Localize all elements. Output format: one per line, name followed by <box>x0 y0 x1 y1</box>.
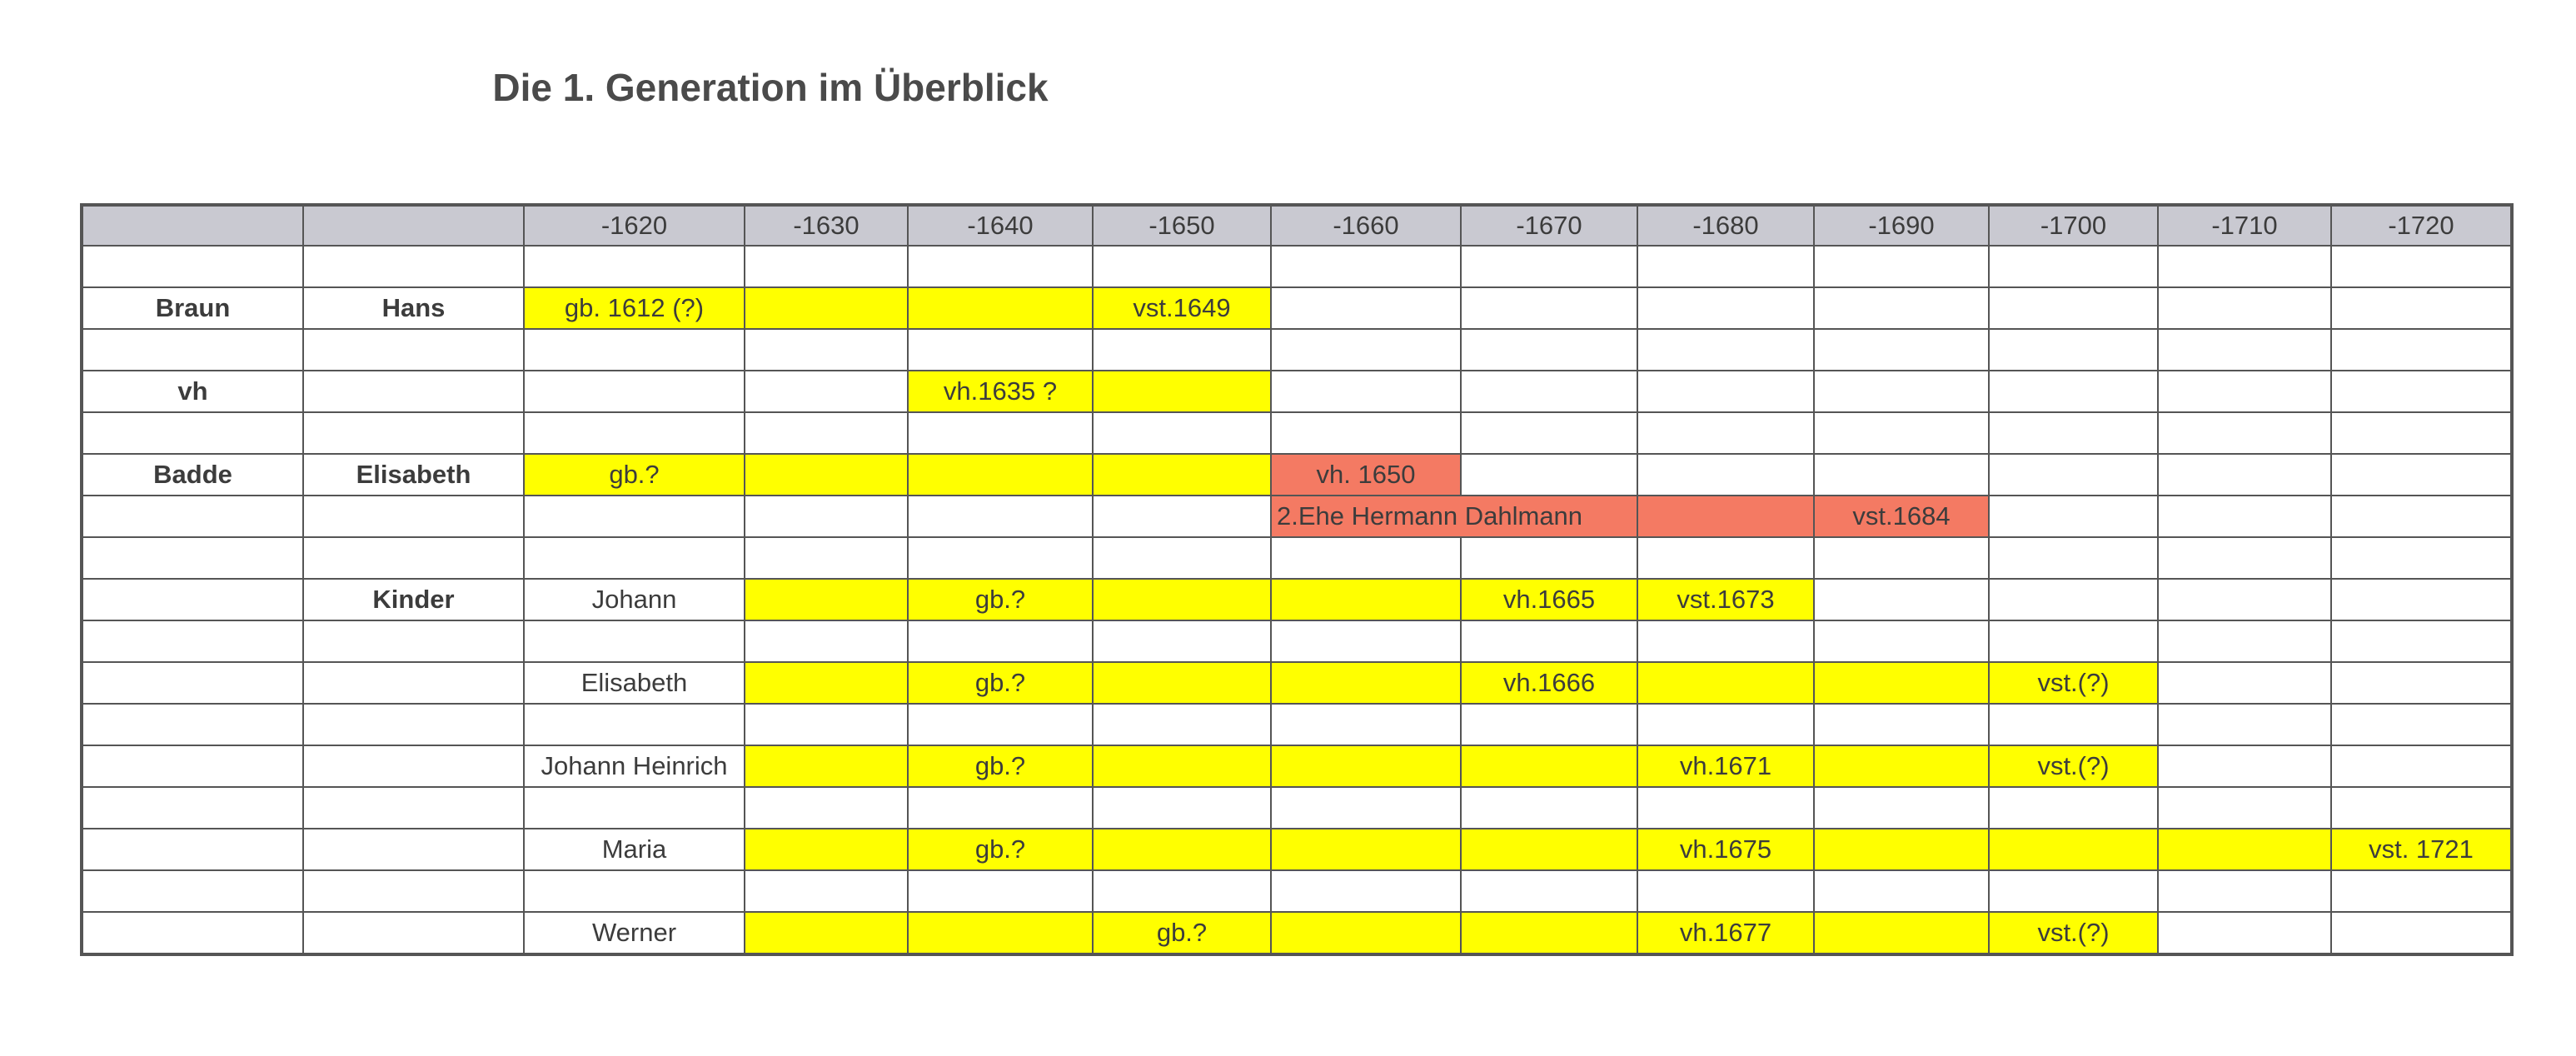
table-cell <box>1271 620 1461 662</box>
table-cell: vst.1649 <box>1093 287 1271 329</box>
table-cell <box>1989 496 2158 537</box>
table-cell: vh <box>82 371 303 412</box>
table-cell <box>1461 454 1637 496</box>
table-row <box>82 371 2512 412</box>
table-cell <box>1093 745 1271 787</box>
table-cell <box>82 745 303 787</box>
table-cell: vst.1684 <box>1814 496 1989 537</box>
table-cell <box>1637 287 1814 329</box>
table-cell <box>82 704 303 745</box>
table-cell <box>1814 745 1989 787</box>
table-cell <box>1989 454 2158 496</box>
table-cell <box>2331 579 2512 620</box>
table-cell <box>1093 412 1271 454</box>
table-cell <box>1271 329 1461 371</box>
table-cell <box>82 662 303 704</box>
table-cell: Kinder <box>303 579 524 620</box>
table-cell <box>82 829 303 870</box>
header-cell: -1680 <box>1637 205 1814 246</box>
table-cell <box>1093 870 1271 912</box>
table-cell <box>1271 579 1461 620</box>
table-cell <box>1814 787 1989 829</box>
table-cell <box>2331 454 2512 496</box>
table-cell <box>1461 704 1637 745</box>
table-cell <box>82 412 303 454</box>
table-row <box>82 787 2512 829</box>
table-cell <box>745 537 908 579</box>
table-cell <box>2158 329 2331 371</box>
table-cell <box>2158 870 2331 912</box>
table-cell <box>1814 912 1989 954</box>
table-cell <box>1989 371 2158 412</box>
table-cell <box>1271 246 1461 287</box>
header-cell: -1620 <box>524 205 745 246</box>
table-cell <box>82 870 303 912</box>
table-cell <box>745 787 908 829</box>
table-cell <box>1093 496 1271 537</box>
table-cell <box>908 496 1093 537</box>
table-cell <box>908 287 1093 329</box>
table-cell <box>1814 329 1989 371</box>
table-cell <box>908 787 1093 829</box>
table-cell <box>908 329 1093 371</box>
table-cell <box>1989 704 2158 745</box>
table-cell: gb. 1612 (?) <box>524 287 745 329</box>
table-cell: vst.(?) <box>1989 745 2158 787</box>
table-cell <box>303 662 524 704</box>
table-cell <box>524 620 745 662</box>
table-cell <box>303 329 524 371</box>
table-cell <box>82 787 303 829</box>
table-row <box>82 662 2512 704</box>
table-cell <box>1461 787 1637 829</box>
header-row <box>82 205 2512 246</box>
table-cell <box>2158 662 2331 704</box>
table-cell <box>1093 371 1271 412</box>
table-cell <box>2331 371 2512 412</box>
table-cell <box>524 496 745 537</box>
table-cell: gb.? <box>908 662 1093 704</box>
table-cell: Johann <box>524 579 745 620</box>
table-cell <box>1271 829 1461 870</box>
table-cell <box>303 496 524 537</box>
table-cell: vh.1666 <box>1461 662 1637 704</box>
table-cell <box>1271 537 1461 579</box>
table-cell: Maria <box>524 829 745 870</box>
table-cell <box>1989 329 2158 371</box>
header-cell: -1690 <box>1814 205 1989 246</box>
table-cell <box>1637 787 1814 829</box>
table-cell <box>1093 246 1271 287</box>
table-cell <box>303 745 524 787</box>
table-cell <box>2158 412 2331 454</box>
table-cell <box>2158 912 2331 954</box>
table-row <box>82 496 2512 537</box>
table-cell <box>1637 496 1814 537</box>
table-cell <box>303 787 524 829</box>
table-cell <box>2331 912 2512 954</box>
table-cell <box>2158 787 2331 829</box>
table-row <box>82 246 2512 287</box>
table-cell <box>1814 870 1989 912</box>
table-cell <box>2331 787 2512 829</box>
table-cell <box>745 246 908 287</box>
table-cell: vh.1675 <box>1637 829 1814 870</box>
table-cell <box>1461 537 1637 579</box>
table-cell <box>1093 579 1271 620</box>
table-cell <box>1814 371 1989 412</box>
table-row <box>82 287 2512 329</box>
table-cell <box>1989 246 2158 287</box>
table-cell <box>303 912 524 954</box>
table-cell: Werner <box>524 912 745 954</box>
table-cell <box>1461 412 1637 454</box>
table-cell <box>2331 620 2512 662</box>
table-cell <box>1637 371 1814 412</box>
table-cell <box>745 371 908 412</box>
table-cell <box>2331 704 2512 745</box>
table-cell <box>1637 620 1814 662</box>
table-cell <box>745 287 908 329</box>
table-cell <box>1271 287 1461 329</box>
table-cell <box>2331 745 2512 787</box>
table-cell <box>1814 246 1989 287</box>
table-cell <box>745 412 908 454</box>
table-cell: vst.1673 <box>1637 579 1814 620</box>
table-cell <box>2331 496 2512 537</box>
table-row <box>82 537 2512 579</box>
table-cell: vh.1635 ? <box>908 371 1093 412</box>
table-cell <box>1093 537 1271 579</box>
table-cell: gb.? <box>908 579 1093 620</box>
table-cell: gb.? <box>1093 912 1271 954</box>
table-cell <box>303 620 524 662</box>
table-cell <box>82 496 303 537</box>
table-cell <box>1271 371 1461 412</box>
table-cell <box>1814 537 1989 579</box>
header-cell: -1640 <box>908 205 1093 246</box>
table-cell <box>908 454 1093 496</box>
table-cell <box>1461 829 1637 870</box>
table-cell: vh.1671 <box>1637 745 1814 787</box>
table-cell <box>2158 496 2331 537</box>
table-row <box>82 454 2512 496</box>
table-cell <box>2331 246 2512 287</box>
table-cell <box>1461 912 1637 954</box>
table-cell <box>524 537 745 579</box>
table-cell <box>303 537 524 579</box>
header-cell: -1630 <box>745 205 908 246</box>
table-cell <box>1814 454 1989 496</box>
table-cell <box>1461 329 1637 371</box>
table-cell <box>2331 329 2512 371</box>
table-cell <box>1989 537 2158 579</box>
table-cell <box>1637 704 1814 745</box>
table-cell <box>1637 537 1814 579</box>
table-cell <box>2158 829 2331 870</box>
table-cell <box>908 246 1093 287</box>
table-cell: Hans <box>303 287 524 329</box>
table-cell <box>2158 287 2331 329</box>
table-cell: Badde <box>82 454 303 496</box>
table-cell <box>1989 287 2158 329</box>
header-cell: -1720 <box>2331 205 2512 246</box>
table-cell <box>1989 787 2158 829</box>
table-cell <box>2331 287 2512 329</box>
table-cell <box>1271 745 1461 787</box>
table-cell <box>1461 870 1637 912</box>
table-cell <box>1271 662 1461 704</box>
table-cell: 2.Ehe Hermann Dahlmann <box>1271 496 1637 537</box>
table-cell <box>1093 329 1271 371</box>
page-title: Die 1. Generation im Überblick <box>492 66 1049 109</box>
table-cell <box>745 704 908 745</box>
table-cell <box>908 412 1093 454</box>
table-row <box>82 704 2512 745</box>
table-cell <box>1989 412 2158 454</box>
table-cell <box>524 412 745 454</box>
table-cell <box>745 662 908 704</box>
table-cell <box>2158 537 2331 579</box>
table-cell <box>908 870 1093 912</box>
table-cell: vh.1665 <box>1461 579 1637 620</box>
table-cell <box>2158 454 2331 496</box>
table-cell <box>1271 412 1461 454</box>
header-cell: -1670 <box>1461 205 1637 246</box>
table-cell <box>1637 412 1814 454</box>
table-cell <box>1271 704 1461 745</box>
table-cell <box>1814 704 1989 745</box>
table-body <box>82 205 2512 954</box>
table-cell: gb.? <box>908 745 1093 787</box>
table-cell <box>1093 829 1271 870</box>
table-cell <box>745 579 908 620</box>
table-cell <box>745 745 908 787</box>
table-cell: Braun <box>82 287 303 329</box>
header-cell: -1700 <box>1989 205 2158 246</box>
table-cell <box>1461 246 1637 287</box>
header-cell <box>82 205 303 246</box>
table-cell <box>1093 620 1271 662</box>
table-cell <box>1989 620 2158 662</box>
header-cell: -1650 <box>1093 205 1271 246</box>
table-cell <box>2331 870 2512 912</box>
table-cell <box>2158 745 2331 787</box>
table-cell <box>1461 287 1637 329</box>
table-cell <box>82 579 303 620</box>
table-cell: vst.(?) <box>1989 662 2158 704</box>
table-cell <box>1637 246 1814 287</box>
table-cell <box>1814 829 1989 870</box>
table-cell <box>1461 371 1637 412</box>
header-cell: -1710 <box>2158 205 2331 246</box>
table-row <box>82 745 2512 787</box>
generation-table <box>80 203 2514 956</box>
table-cell <box>82 537 303 579</box>
table-cell <box>1093 704 1271 745</box>
table-cell <box>1093 454 1271 496</box>
table-cell: gb.? <box>908 829 1093 870</box>
table-cell <box>82 620 303 662</box>
table-cell <box>1093 787 1271 829</box>
table-cell <box>303 870 524 912</box>
table-cell <box>2158 704 2331 745</box>
table-cell <box>524 329 745 371</box>
table-cell: gb.? <box>524 454 745 496</box>
table-cell <box>745 829 908 870</box>
table-cell <box>908 620 1093 662</box>
table-cell <box>1271 787 1461 829</box>
table-cell <box>303 704 524 745</box>
header-cell: -1660 <box>1271 205 1461 246</box>
table-cell <box>82 912 303 954</box>
table-cell <box>303 371 524 412</box>
table-cell <box>1637 870 1814 912</box>
table-cell: vh.1677 <box>1637 912 1814 954</box>
table-cell <box>908 704 1093 745</box>
table-row <box>82 870 2512 912</box>
table-cell <box>524 870 745 912</box>
table-cell <box>1814 287 1989 329</box>
table-cell <box>745 912 908 954</box>
table-cell <box>2331 537 2512 579</box>
table-cell <box>1814 579 1989 620</box>
table-cell <box>908 537 1093 579</box>
table-cell <box>1637 329 1814 371</box>
table-cell <box>745 329 908 371</box>
table-cell <box>1989 579 2158 620</box>
table-cell <box>1637 662 1814 704</box>
table-cell <box>745 620 908 662</box>
table-cell <box>1814 412 1989 454</box>
table-cell <box>82 329 303 371</box>
table-cell <box>524 704 745 745</box>
table-cell <box>908 912 1093 954</box>
header-cell <box>303 205 524 246</box>
table-cell <box>303 246 524 287</box>
table-cell <box>2331 662 2512 704</box>
table-row <box>82 829 2512 870</box>
table-cell: vst.(?) <box>1989 912 2158 954</box>
table-cell <box>2158 620 2331 662</box>
table-cell <box>745 496 908 537</box>
table-cell <box>303 829 524 870</box>
table-row <box>82 412 2512 454</box>
table-cell <box>303 412 524 454</box>
table-row <box>82 620 2512 662</box>
table-cell <box>745 870 908 912</box>
table-cell <box>524 371 745 412</box>
table-row <box>82 579 2512 620</box>
table-cell <box>1989 870 2158 912</box>
table-cell <box>82 246 303 287</box>
table-cell <box>1271 870 1461 912</box>
table-cell <box>2331 412 2512 454</box>
table-cell <box>1461 620 1637 662</box>
table-cell <box>1271 912 1461 954</box>
table-cell: Elisabeth <box>303 454 524 496</box>
table-cell <box>2158 246 2331 287</box>
table-cell: vh. 1650 <box>1271 454 1461 496</box>
table-row <box>82 912 2512 954</box>
table-cell <box>1814 662 1989 704</box>
table-cell <box>1093 662 1271 704</box>
table-cell <box>745 454 908 496</box>
table-row <box>82 329 2512 371</box>
table-cell <box>2158 371 2331 412</box>
table-cell: Elisabeth <box>524 662 745 704</box>
table-cell: vst. 1721 <box>2331 829 2512 870</box>
table-cell <box>524 246 745 287</box>
table-cell <box>1814 620 1989 662</box>
table-cell <box>1461 745 1637 787</box>
table-cell: Johann Heinrich <box>524 745 745 787</box>
table-cell <box>1989 829 2158 870</box>
table-cell <box>524 787 745 829</box>
table-cell <box>2158 579 2331 620</box>
table-cell <box>1637 454 1814 496</box>
